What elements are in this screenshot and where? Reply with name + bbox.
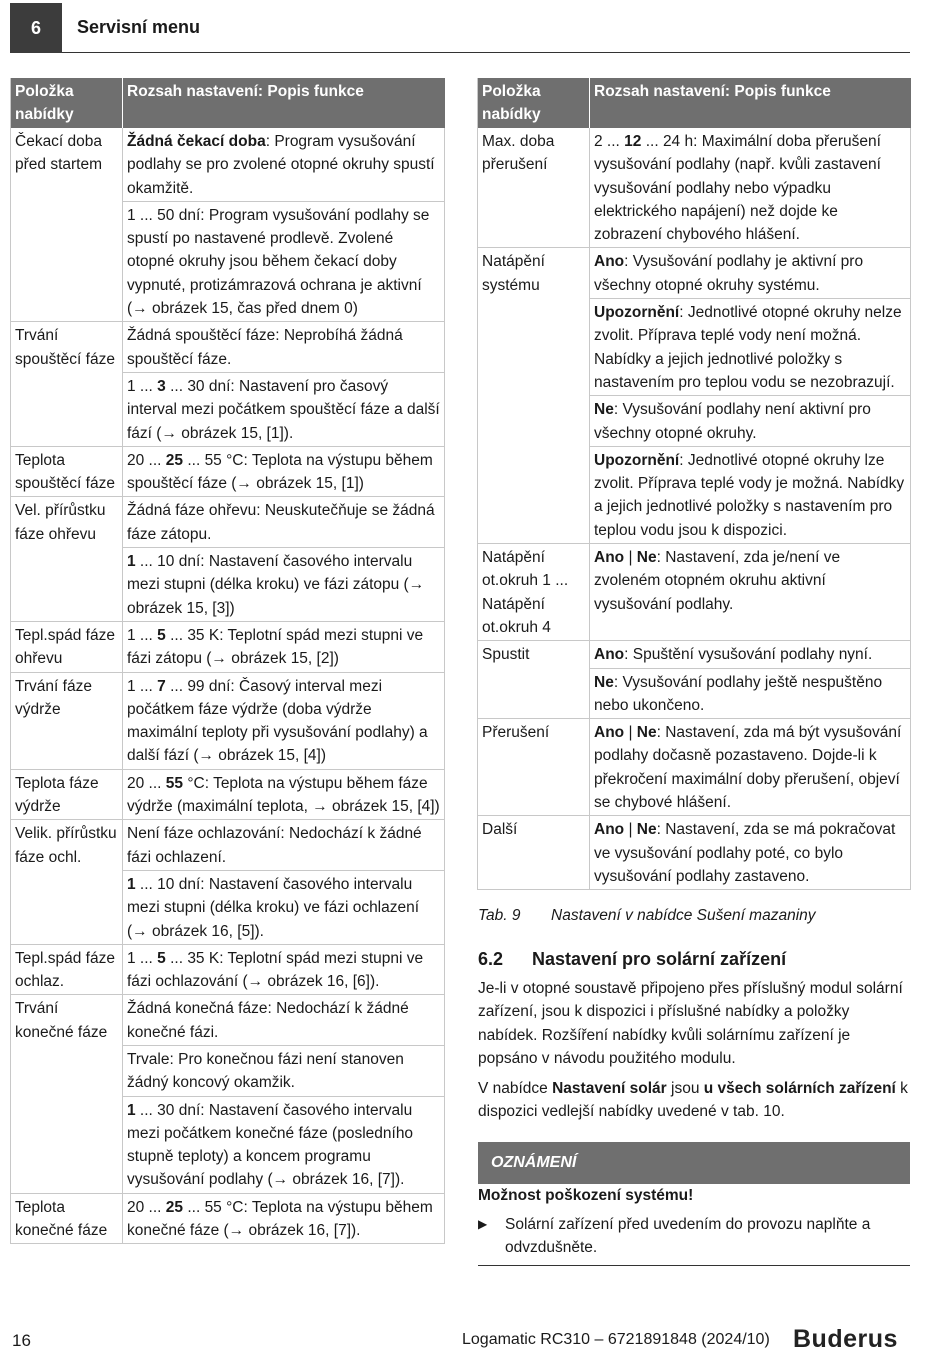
column-header: Položka nabídky [11, 78, 123, 128]
setting-description: Žádná čekací doba: Program vysušování podlahy se pro zvolené otopné okruhy spustí okamžitě. [123, 128, 445, 201]
section-number: 6.2 [478, 949, 504, 969]
table-row [478, 128, 911, 248]
setting-description: 1 ... 5 ... 35 K: Teplotní spád mezi stupni ve fázi zátopu (→ obrázek 15, [2]) [123, 621, 445, 672]
table-row [11, 995, 445, 1046]
table-caption [478, 907, 816, 925]
table-row [11, 769, 445, 820]
left-settings-table [10, 78, 445, 1244]
table-row [11, 497, 445, 548]
menu-item-name: Trvání spouštěcí fáze [11, 322, 123, 446]
setting-description: Upozornění: Jednotlivé otopné okruhy lze zvolit. Příprava teplé vody je možná. Nabídky a jejich jednotlivé položky s nastavením pro teplou vodu jsou k dispozici. [590, 446, 911, 543]
paragraph-solar-intro: Je-li v otopné soustavě připojeno přes příslušný modul solární zařízení, jsou k dispozici i příslušné nabídky a položky nabídek. Rozšíření nabídky kvůli solárnímu zařízení je popsáno v návodu použitého modulu. [478, 980, 903, 1067]
notice-heading: Možnost poškození systému! [478, 1187, 694, 1204]
table-row [11, 944, 445, 995]
page-number: 16 [12, 1331, 31, 1350]
header-rule [62, 52, 910, 53]
caption-text: Nastavení v nabídce Sušení mazaniny [551, 907, 816, 924]
table-row [11, 672, 445, 769]
table-row [11, 1193, 445, 1244]
chapter-number: 6 [10, 3, 62, 53]
column-header: Položka nabídky [478, 78, 590, 128]
setting-description: Ano: Vysušování podlahy je aktivní pro všechny otopné okruhy systému. [590, 248, 911, 299]
setting-description: Žádná fáze ohřevu: Neuskutečňuje se žádná fáze zátopu. [123, 497, 445, 548]
setting-description: Ano | Ne: Nastavení, zda se má pokračovat ve vysušování podlahy poté, co bylo vysušování podlahy zastaveno. [590, 816, 911, 890]
setting-description: 20 ... 25 ... 55 °C: Teplota na výstupu během konečné fáze (→ obrázek 16, [7]). [123, 1193, 445, 1244]
table-row [478, 641, 911, 668]
section-title: Nastavení pro solární zařízení [532, 949, 787, 969]
notice-bullet-text: Solární zařízení před uvedením do provozu naplňte a odvzdušněte. [505, 1216, 871, 1257]
menu-item-name: Trvání fáze výdrže [11, 672, 123, 769]
menu-item-name: Spustit [478, 641, 590, 719]
setting-description: 20 ... 25 ... 55 °C: Teplota na výstupu během spouštěcí fáze (→ obrázek 15, [1]) [123, 446, 445, 497]
section-heading [478, 949, 786, 970]
setting-description: Upozornění: Jednotlivé otopné okruhy nelze zvolit. Příprava teplé vody není možná. Nabídky a jejich jednotlivé položky s nastavením pro teplou vodu se nezobrazují. [590, 299, 911, 396]
setting-description: 1 ... 3 ... 30 dní: Nastavení pro časový interval mezi počátkem spouštěcí fáze a další fází (→ obrázek 15, [1]). [123, 372, 445, 446]
notice-bullet [478, 1213, 910, 1260]
table-row [478, 816, 911, 890]
table-header-row [478, 78, 911, 128]
menu-item-name: Natápění ot.okruh 1 ... Natápění ot.okruh 4 [478, 544, 590, 641]
menu-item-name: Teplota konečné fáze [11, 1193, 123, 1244]
setting-description: 1 ... 10 dní: Nastavení časového intervalu mezi stupni (délka kroku) ve fázi zátopu (→ obrázek 15, [3]) [123, 548, 445, 622]
menu-item-name: Čekací doba před startem [11, 128, 123, 322]
paragraph-solar-menu: V nabídce Nastavení solár jsou u všech solárních zařízení k dispozici vedlejší nabídky uvedené v tab. 10. [478, 1080, 908, 1121]
setting-description: Není fáze ochlazování: Nedochází k žádné fázi ochlazení. [123, 820, 445, 871]
menu-item-name: Vel. přírůstku fáze ohřevu [11, 497, 123, 621]
menu-item-name: Max. doba přerušení [478, 128, 590, 248]
document-id: Logamatic RC310 – 6721891848 (2024/10) [462, 1331, 770, 1348]
table-row [11, 820, 445, 871]
caption-number: Tab. 9 [478, 907, 521, 924]
setting-description: 1 ... 10 dní: Nastavení časového intervalu mezi stupni (délka kroku) ve fázi ochlazení (→ obrázek 16, [5]). [123, 870, 445, 944]
right-settings-table [477, 78, 911, 890]
notice-label: OZNÁMENÍ [491, 1154, 577, 1171]
column-header: Rozsah nastavení: Popis funkce [590, 78, 911, 128]
chapter-title: Servisní menu [77, 17, 201, 37]
buderus-logo: Buderus [793, 1325, 898, 1353]
setting-description: Žádná konečná fáze: Nedochází k žádné konečné fázi. [123, 995, 445, 1046]
setting-description: 2 ... 12 ... 24 h: Maximální doba přerušení vysušování podlahy (např. kvůli zastavení vysušování podlahy nebo výpadku elektrického napájení) než dojde ke zobrazení chybového hlášení. [590, 128, 911, 248]
table-row [478, 248, 911, 299]
menu-item-name: Tepl.spád fáze ohřevu [11, 621, 123, 672]
setting-description: 1 ... 30 dní: Nastavení časového intervalu mezi počátkem konečné fáze (posledního stupně teploty) a koncem programu vysušování podlahy (→ obrázek 16, [7]). [123, 1096, 445, 1193]
menu-item-name: Další [478, 816, 590, 890]
menu-item-name: Velik. přírůstku fáze ochl. [11, 820, 123, 944]
setting-description: Ano | Ne: Nastavení, zda má být vysušování podlahy dočasně pozastaveno. Dojde-li k překročení maximální doby přerušení, objeví se chybové hlášení. [590, 719, 911, 816]
table-row [11, 446, 445, 497]
table-row [11, 128, 445, 201]
menu-item-name: Přerušení [478, 719, 590, 816]
bullet-arrow-icon: ▶ [478, 1217, 488, 1231]
setting-description: 1 ... 7 ... 99 dní: Časový interval mezi počátkem fáze výdrže (doba výdrže maximální teploty při vysušování podlahy) a další fází (→ obrázek 15, [4]) [123, 672, 445, 769]
menu-item-name: Trvání konečné fáze [11, 995, 123, 1193]
table-row [11, 621, 445, 672]
table-row [478, 719, 911, 816]
setting-description: Trvale: Pro konečnou fázi není stanoven žádný koncový okamžik. [123, 1045, 445, 1096]
setting-description: 1 ... 50 dní: Program vysušování podlahy se spustí po nastavené prodlevě. Zvolené otopné okruhy jsou během čekací doby vypnuté, protizámrazová ochrana je aktivní (→ obrázek 15, čas před dnem 0) [123, 201, 445, 321]
menu-item-name: Teplota fáze výdrže [11, 769, 123, 820]
column-header: Rozsah nastavení: Popis funkce [123, 78, 445, 128]
setting-description: Žádná spouštěcí fáze: Neprobíhá žádná spouštěcí fáze. [123, 322, 445, 373]
setting-description: 20 ... 55 °C: Teplota na výstupu během fáze výdrže (maximální teplota, → obrázek 15, [4]) [123, 769, 445, 820]
table-row [478, 544, 911, 641]
table-header-row [11, 78, 445, 128]
setting-description: Ano | Ne: Nastavení, zda je/není ve zvoleném otopném okruhu aktivní vysušování podlahy. [590, 544, 911, 641]
notice-banner [478, 1142, 910, 1184]
setting-description: Ne: Vysušování podlahy ještě nespuštěno nebo ukončeno. [590, 668, 911, 719]
menu-item-name: Natápění systému [478, 248, 590, 544]
menu-item-name: Tepl.spád fáze ochlaz. [11, 944, 123, 995]
notice-rule [478, 1265, 910, 1266]
setting-description: Ano: Spuštění vysušování podlahy nyní. [590, 641, 911, 668]
setting-description: 1 ... 5 ... 35 K: Teplotní spád mezi stupni ve fázi ochlazování (→ obrázek 16, [6]). [123, 944, 445, 995]
setting-description: Ne: Vysušování podlahy není aktivní pro všechny otopné okruhy. [590, 396, 911, 447]
menu-item-name: Teplota spouštěcí fáze [11, 446, 123, 497]
table-row [11, 322, 445, 373]
